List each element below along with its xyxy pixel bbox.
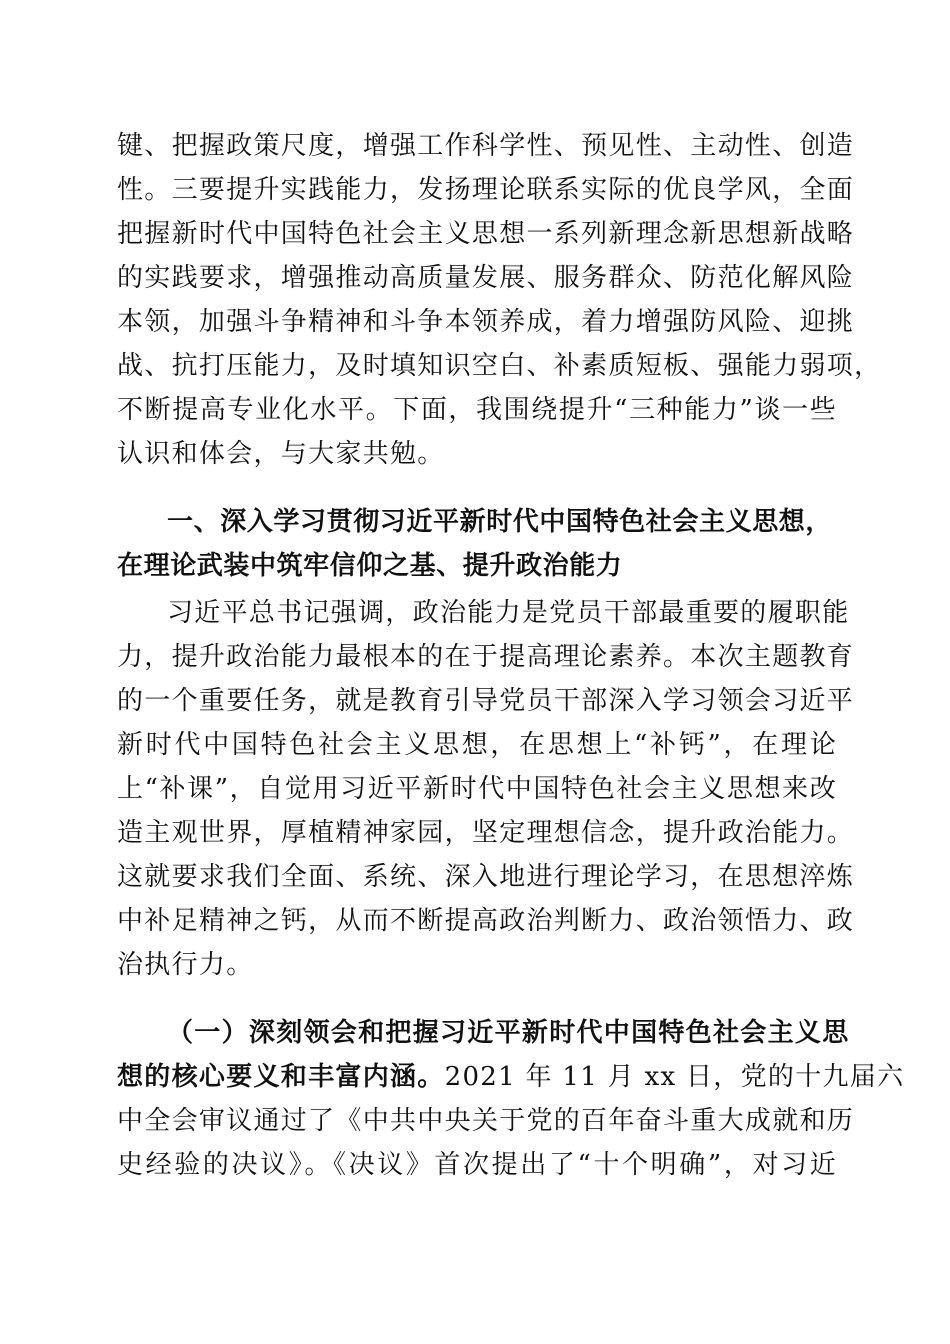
body-paragraph	[117, 591, 855, 987]
text-line: 治执行力。	[117, 950, 254, 980]
text-line: 性。三要提升实践能力，发扬理论联系实际的优良学风，全面	[117, 175, 855, 205]
text-line: 键、把握政策尺度，增强工作科学性、预见性、主动性、创造	[117, 131, 855, 161]
text-line: 战、抗打压能力，及时填知识空白、补素质短板、强能力弱项，	[117, 351, 882, 381]
text-line: 习近平总书记强调，政治能力是党员干部最重要的履职能	[167, 598, 850, 628]
text-line: 中补足精神之钙，从而不断提高政治判断力、政治领悟力、政	[117, 906, 855, 936]
heading-line: 在理论武装中筑牢信仰之基、提升政治能力	[117, 551, 623, 581]
text-line: 不断提高专业化水平。下面，我围绕提升“三种能力”谈一些	[117, 395, 837, 425]
heading-line: 一、深入学习贯彻习近平新时代中国特色社会主义思想，	[167, 507, 833, 537]
text-line: 认识和体会，与大家共勉。	[117, 439, 445, 469]
text-line: 中全会审议通过了《中共中央关于党的百年奋斗重大成就和历	[117, 1106, 855, 1136]
subsection-paragraph	[117, 1011, 905, 1187]
text-line: 力，提升政治能力最根本的在于提高理论素养。本次主题教育	[117, 642, 855, 672]
text-line: 新时代中国特色社会主义思想，在思想上“补钙”，在理论	[117, 730, 837, 760]
text-line	[117, 1055, 905, 1099]
text-line: 这就要求我们全面、系统、深入地进行理论学习，在思想淬炼	[117, 862, 855, 892]
text-line: 把握新时代中国特色社会主义思想一系列新理念新思想新战略	[117, 219, 855, 249]
text-line: 的实践要求，增强推动高质量发展、服务群众、防范化解风险	[117, 263, 855, 293]
text-line: 的一个重要任务，就是教育引导党员干部深入学习领会习近平	[117, 686, 855, 716]
text-line: 造主观世界，厚植精神家园，坚定理想信念，提升政治能力。	[117, 818, 855, 848]
text-line: 上“补课”，自觉用习近平新时代中国特色社会主义思想来改	[117, 774, 837, 804]
text-line: 史经验的决议》。《决议》首次提出了“十个明确”，对习近	[117, 1150, 837, 1180]
text-span: 2021 年 11 月 xx 日，党的十九届六	[444, 1062, 905, 1092]
section-heading	[117, 500, 837, 588]
text-line: 本领，加强斗争精神和斗争本领养成，着力增强防风险、迎挑	[117, 307, 855, 337]
subheading-line: （一）深刻领会和把握习近平新时代中国特色社会主义思	[167, 1018, 850, 1048]
subheading-continuation: 想的核心要义和丰富内涵。	[117, 1062, 445, 1092]
intro-paragraph	[117, 124, 882, 476]
